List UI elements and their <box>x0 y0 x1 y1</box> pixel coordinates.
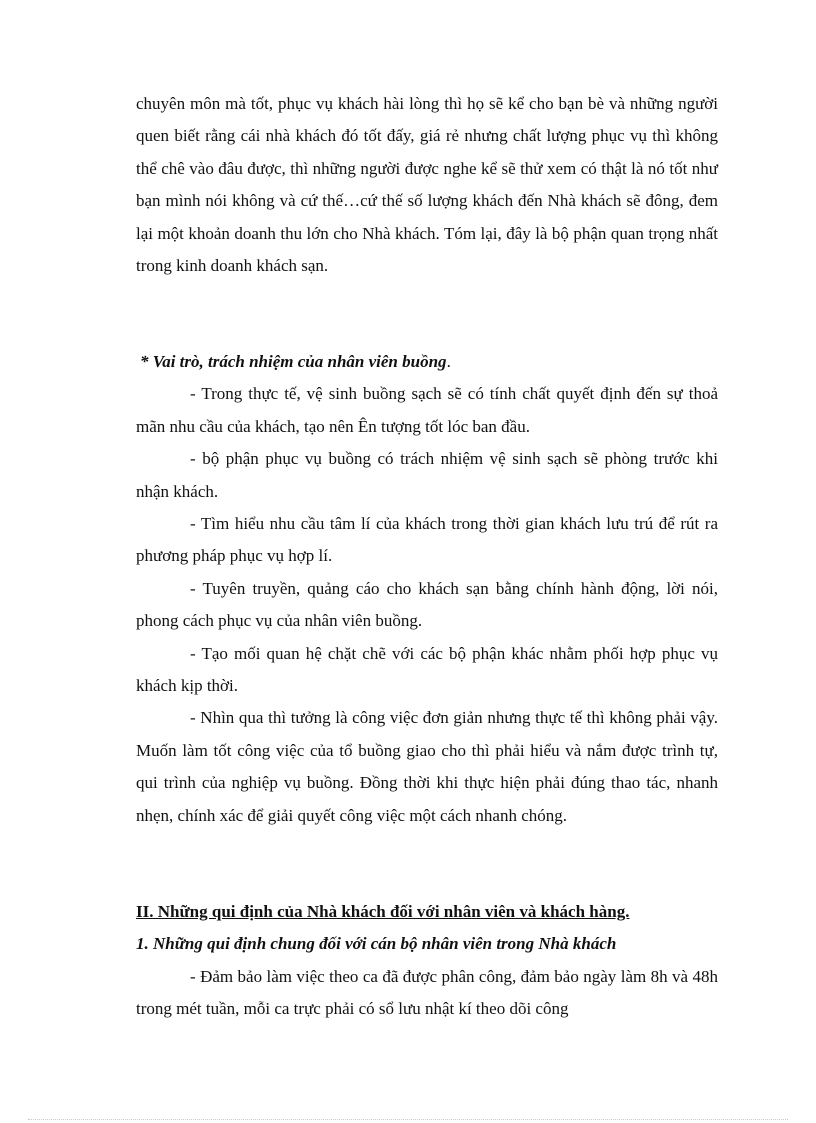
section-two-item-1: - Đảm bảo làm việc theo ca đã được phân công, đảm bảo ngày làm 8h và 48h trong mét tuần, mỗi ca trực phải có sổ lưu nhật kí theo dõi công <box>136 966 718 1019</box>
section-two <box>136 896 718 1026</box>
role-section <box>136 346 718 832</box>
role-section-heading <box>140 346 718 378</box>
role-item-5: - Tạo mối quan hệ chặt chẽ với các bộ phận khác nhằm phối hợp phục vụ khách kịp thời. <box>136 643 718 696</box>
section-two-heading: II. Những qui định của Nhà khách đối với nhân viên và khách hàng. <box>136 902 630 921</box>
section-two-subheading: 1. Những qui định chung đối với cán bộ nhân viên trong Nhà khách <box>136 934 617 954</box>
role-heading-period: . <box>446 352 451 371</box>
role-item-4: - Tuyên truyền, quảng cáo cho khách sạn bằng chính hành động, lời nói, phong cách phục vụ của nhân viên buồng. <box>136 578 718 631</box>
role-item-6: - Nhìn qua thì tưởng là công việc đơn giản nhưng thực tế thì không phải vậy. Muốn làm tốt công việc của tổ buồng giao cho thì phải hiểu và nắm được trình tự, qui trình của nghiệp vụ buồng. Đồng thời khi thực hiện phải đúng thao tác, nhanh nhẹn, chính xác để giải quyết công việc một cách nhanh chóng. <box>136 708 718 825</box>
page-bottom-rule <box>28 1119 788 1120</box>
intro-paragraph: chuyên môn mà tốt, phục vụ khách hài lòng thì họ sẽ kể cho bạn bè và những người quen biết rằng cái nhà khách đó tốt đấy, giá rẻ nhưng chất lượng phục vụ thì không thể chê vào đâu được, thì những người được nghe kể sẽ thử xem có thật là nó tốt như bạn mình nói không và cứ thế…cứ thế số lượng khách đến Nhà khách sẽ đông, đem lại một khoản doanh thu lớn cho Nhà khách. Tóm lại, đây là bộ phận quan trọng nhất trong kinh doanh khách sạn. <box>136 94 718 276</box>
role-item-2: - bộ phận phục vụ buồng có trách nhiệm vệ sinh sạch sẽ phòng trước khi nhận khách. <box>136 449 718 501</box>
intro-block <box>136 88 718 282</box>
role-heading-text: * Vai trò, trách nhiệm của nhân viên buồng <box>140 352 447 371</box>
role-item-3: - Tìm hiểu nhu cầu tâm lí của khách trong thời gian khách lưu trú để rút ra phương pháp phục vụ hợp lí. <box>136 514 718 566</box>
role-item-1: - Trong thực tế, vệ sinh buồng sạch sẽ có tính chất quyết định đến sự thoả mãn nhu cầu của khách, tạo nên Ên tượng tốt lóc ban đầu. <box>136 384 718 436</box>
